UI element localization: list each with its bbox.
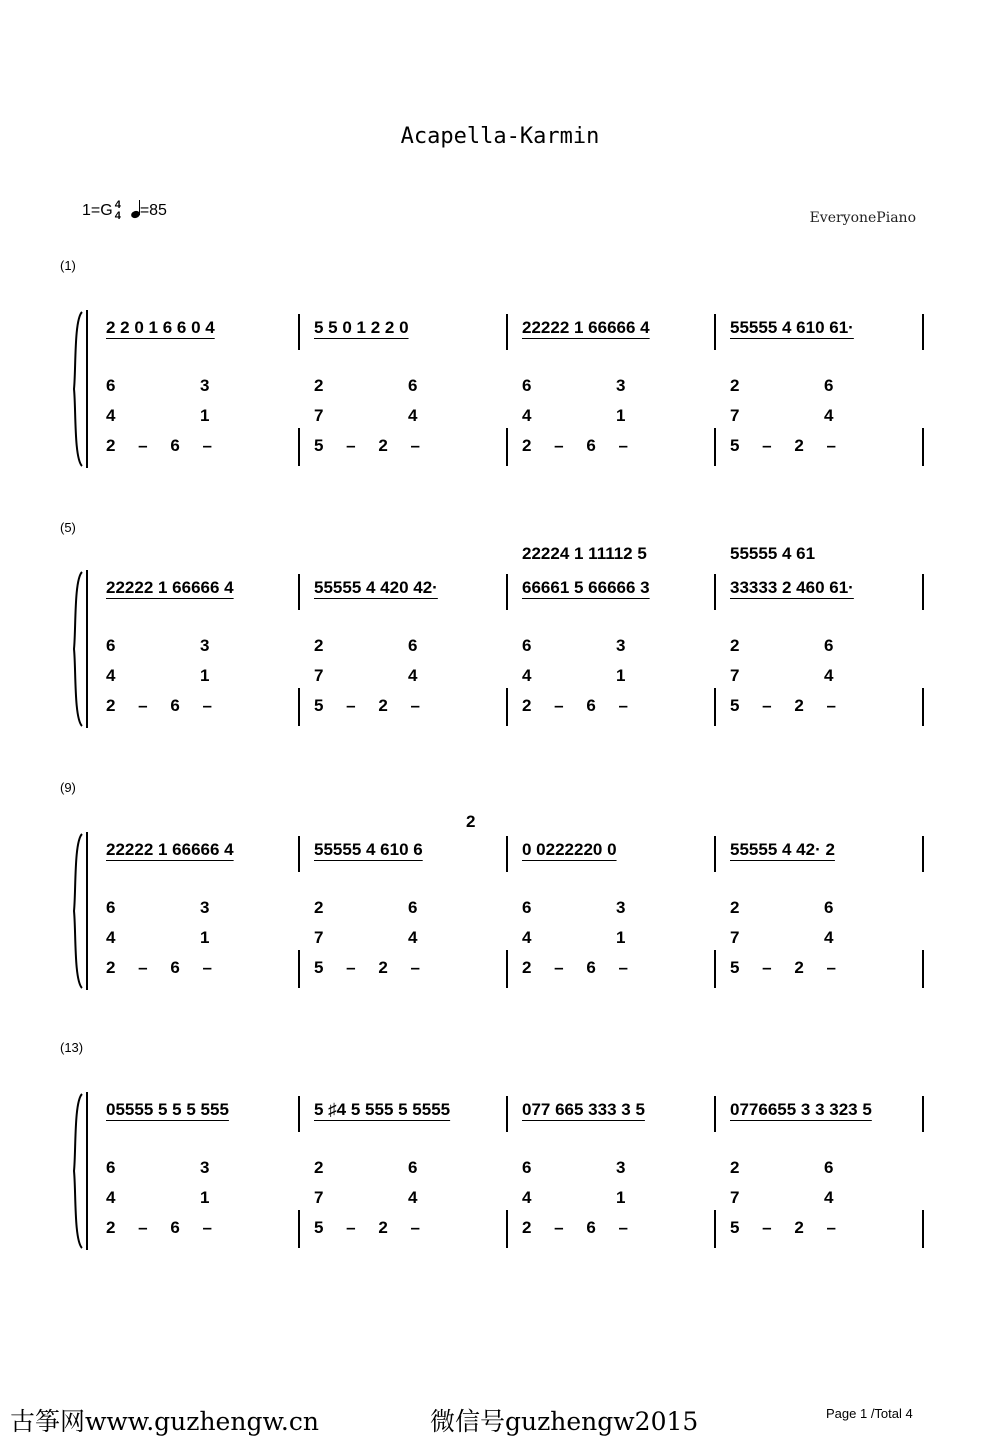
score-system	[72, 544, 932, 728]
chord-top-note: 6	[522, 376, 532, 395]
time-bottom: 4	[114, 210, 121, 222]
chord-middle-note: 7	[730, 928, 740, 947]
time-top: 4	[114, 199, 121, 211]
bass-barline	[922, 428, 924, 466]
chord-top-note: 2	[314, 898, 324, 917]
chord-top-note: 3	[616, 636, 626, 655]
bass-barline	[506, 950, 508, 988]
chord-top-note: 3	[616, 898, 626, 917]
bass-measure: 2 – 6 –	[106, 1218, 212, 1237]
harmony-upper-notes: 55555 4 61	[730, 544, 816, 563]
chord-top-note: 6	[522, 898, 532, 917]
chord-top-note: 2	[730, 376, 740, 395]
chord-top-note: 3	[616, 376, 626, 395]
melody-barline	[714, 574, 716, 610]
chord-top-note: 3	[200, 1158, 210, 1177]
harmony-upper-notes: 2	[466, 812, 476, 831]
chord-top-note: 6	[824, 898, 834, 917]
bass-barline	[298, 428, 300, 466]
chord-middle-note: 7	[314, 928, 324, 947]
melody-barline	[922, 574, 924, 610]
chord-middle-note: 7	[730, 1188, 740, 1207]
chord-top-note: 6	[408, 1158, 418, 1177]
melody-measure: 22222 1 66666 4	[106, 578, 234, 597]
bass-measure: 2 – 6 –	[106, 958, 212, 977]
melody-measure: 55555 4 610 61·	[730, 318, 854, 337]
footer-page-number: Page 1 /Total 4	[826, 1406, 913, 1421]
melody-barline	[298, 1096, 300, 1132]
chord-middle-note: 4	[408, 406, 418, 425]
chord-top-note: 3	[200, 898, 210, 917]
bass-barline	[506, 428, 508, 466]
system-left-barline	[86, 832, 88, 990]
chord-top-note: 2	[730, 636, 740, 655]
bass-measure: 2 – 6 –	[106, 696, 212, 715]
chord-top-note: 6	[408, 636, 418, 655]
chord-top-note: 2	[730, 898, 740, 917]
bass-measure: 2 – 6 –	[522, 696, 628, 715]
chord-top-note: 6	[522, 1158, 532, 1177]
melody-measure: 5 ♯4 5 555 5 5555	[314, 1100, 451, 1119]
time-signature	[115, 200, 121, 222]
bass-measure: 5 – 2 –	[730, 958, 836, 977]
melody-measure: 5 5 0 1 2 2 0	[314, 318, 409, 337]
chord-middle-note: 4	[106, 406, 116, 425]
bass-barline	[714, 428, 716, 466]
melody-measure: 55555 4 420 42·	[314, 578, 438, 597]
chord-top-note: 6	[106, 898, 116, 917]
bass-measure: 5 – 2 –	[730, 436, 836, 455]
bass-measure: 5 – 2 –	[730, 696, 836, 715]
melody-barline	[922, 1096, 924, 1132]
chord-middle-note: 4	[522, 406, 532, 425]
bass-measure: 5 – 2 –	[314, 958, 420, 977]
system-brace	[72, 570, 84, 728]
chord-top-note: 6	[408, 376, 418, 395]
bass-barline	[714, 688, 716, 726]
melody-barline	[298, 574, 300, 610]
chord-top-note: 3	[200, 636, 210, 655]
melody-measure: 2 2 0 1 6 6 0 4	[106, 318, 215, 337]
score-system	[72, 1092, 932, 1250]
key-label: 1=G	[82, 202, 113, 220]
chord-middle-note: 1	[616, 928, 626, 947]
score-system	[72, 812, 932, 990]
bass-measure: 2 – 6 –	[106, 436, 212, 455]
melody-barline	[714, 1096, 716, 1132]
chord-middle-note: 1	[616, 406, 626, 425]
melody-measure: 22222 1 66666 4	[106, 840, 234, 859]
system-number: (9)	[60, 780, 76, 795]
bass-barline	[922, 688, 924, 726]
chord-middle-note: 1	[200, 666, 210, 685]
score-system	[72, 310, 932, 468]
melody-measure: 55555 4 610 6	[314, 840, 423, 859]
chord-middle-note: 7	[730, 666, 740, 685]
bass-barline	[298, 950, 300, 988]
chord-middle-note: 4	[408, 666, 418, 685]
melody-barline	[506, 836, 508, 872]
bass-measure: 5 – 2 –	[730, 1218, 836, 1237]
melody-measure: 0776655 3 3 323 5	[730, 1100, 872, 1119]
melody-barline	[714, 314, 716, 350]
chord-middle-note: 1	[616, 1188, 626, 1207]
chord-middle-note: 4	[522, 928, 532, 947]
melody-measure: 0 0222220 0	[522, 840, 617, 859]
bass-barline	[506, 688, 508, 726]
chord-top-note: 6	[106, 1158, 116, 1177]
melody-barline	[714, 836, 716, 872]
melody-barline	[506, 314, 508, 350]
page-title: Acapella-Karmin	[400, 124, 600, 149]
chord-middle-note: 7	[314, 406, 324, 425]
chord-top-note: 3	[200, 376, 210, 395]
chord-middle-note: 4	[106, 666, 116, 685]
bass-measure: 2 – 6 –	[522, 1218, 628, 1237]
melody-measure: 66661 5 66666 3	[522, 578, 650, 597]
bass-barline	[298, 688, 300, 726]
bass-measure: 5 – 2 –	[314, 1218, 420, 1237]
chord-top-note: 6	[522, 636, 532, 655]
bass-measure: 2 – 6 –	[522, 958, 628, 977]
chord-middle-note: 4	[408, 1188, 418, 1207]
chord-middle-note: 4	[824, 1188, 834, 1207]
bass-barline	[714, 1210, 716, 1248]
bass-measure: 5 – 2 –	[314, 696, 420, 715]
melody-barline	[922, 836, 924, 872]
melody-barline	[922, 314, 924, 350]
bass-measure: 2 – 6 –	[522, 436, 628, 455]
chord-top-note: 6	[824, 1158, 834, 1177]
chord-top-note: 2	[314, 1158, 324, 1177]
melody-barline	[506, 574, 508, 610]
chord-middle-note: 7	[314, 666, 324, 685]
system-number: (5)	[60, 520, 76, 535]
chord-top-note: 6	[824, 376, 834, 395]
chord-top-note: 6	[106, 376, 116, 395]
footer-wechat: 微信号guzhengw2015	[430, 1407, 699, 1436]
chord-top-note: 3	[616, 1158, 626, 1177]
chord-middle-note: 1	[200, 1188, 210, 1207]
bass-measure: 5 – 2 –	[314, 436, 420, 455]
chord-middle-note: 4	[522, 666, 532, 685]
chord-top-note: 2	[314, 636, 324, 655]
system-brace	[72, 310, 84, 468]
chord-middle-note: 4	[824, 666, 834, 685]
harmony-upper-notes: 22224 1 11112 5	[522, 544, 647, 563]
system-brace	[72, 1092, 84, 1250]
chord-top-note: 2	[314, 376, 324, 395]
melody-barline	[298, 314, 300, 350]
chord-middle-note: 4	[522, 1188, 532, 1207]
system-left-barline	[86, 310, 88, 468]
chord-middle-note: 1	[200, 406, 210, 425]
chord-middle-note: 4	[106, 1188, 116, 1207]
bass-barline	[506, 1210, 508, 1248]
melody-measure: 55555 4 42· 2	[730, 840, 835, 859]
footer-site: 古筝网www.guzhengw.cn	[10, 1407, 319, 1436]
quarter-note-icon	[131, 200, 140, 218]
chord-middle-note: 4	[824, 406, 834, 425]
bass-barline	[922, 950, 924, 988]
tempo-value: =85	[139, 202, 167, 220]
system-left-barline	[86, 1092, 88, 1250]
system-number: (1)	[60, 258, 76, 273]
chord-top-note: 2	[730, 1158, 740, 1177]
melody-measure: 077 665 333 3 5	[522, 1100, 645, 1119]
system-left-barline	[86, 570, 88, 728]
bass-barline	[714, 950, 716, 988]
system-brace	[72, 832, 84, 990]
bass-barline	[298, 1210, 300, 1248]
credit-label: EveryonePiano	[809, 210, 916, 226]
melody-barline	[298, 836, 300, 872]
chord-middle-note: 1	[200, 928, 210, 947]
chord-top-note: 6	[824, 636, 834, 655]
melody-measure: 05555 5 5 5 555	[106, 1100, 229, 1119]
chord-top-note: 6	[106, 636, 116, 655]
melody-measure: 33333 2 460 61·	[730, 578, 854, 597]
chord-middle-note: 4	[824, 928, 834, 947]
key-signature	[82, 200, 167, 222]
chord-middle-note: 7	[730, 406, 740, 425]
melody-measure: 22222 1 66666 4	[522, 318, 650, 337]
chord-top-note: 6	[408, 898, 418, 917]
melody-barline	[506, 1096, 508, 1132]
bass-barline	[922, 1210, 924, 1248]
chord-middle-note: 7	[314, 1188, 324, 1207]
system-number: (13)	[60, 1040, 84, 1055]
chord-middle-note: 4	[106, 928, 116, 947]
chord-middle-note: 4	[408, 928, 418, 947]
chord-middle-note: 1	[616, 666, 626, 685]
